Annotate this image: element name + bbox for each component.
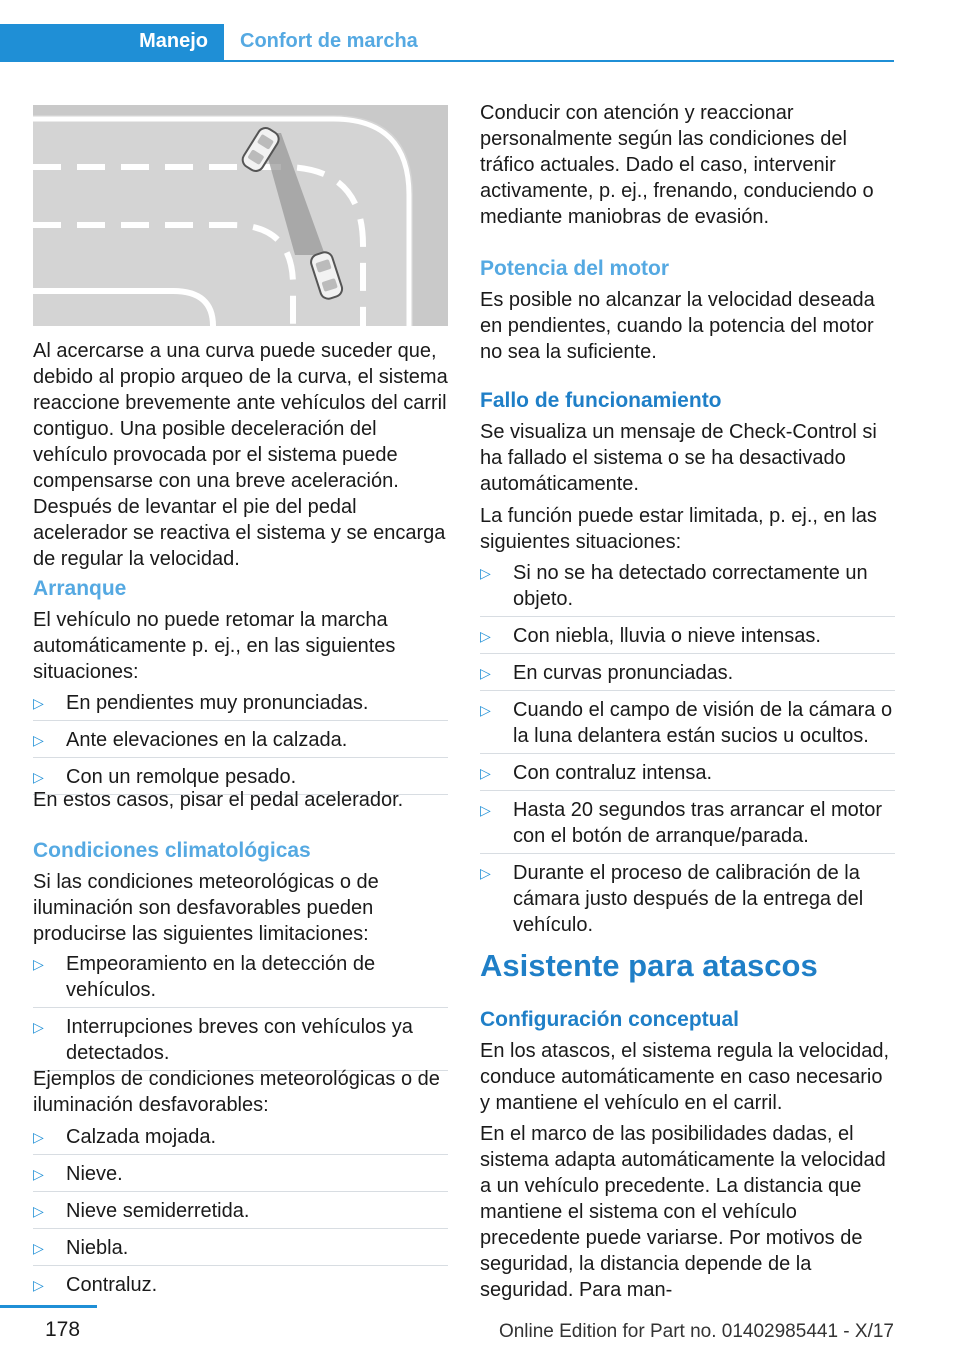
list-item: ▷ Calzada mojada. — [33, 1124, 448, 1155]
arranque-heading: Arranque — [33, 577, 127, 600]
arranque-after: En estos casos, pisar el pedal acelerador. — [33, 789, 404, 811]
arranque-paragraph: El vehículo no puede retomar la marcha automáticamente p. ej., en las siguientes situaciones: — [33, 609, 396, 683]
curve-illustration — [33, 105, 448, 326]
list-item: ▷ Hasta 20 segundos tras arrancar el motor con el botón de arranque/parada. — [480, 797, 895, 854]
config-paragraph: En los atascos, el sistema regula la velocidad, conduce automáticamente en caso necesario y mantiene el vehículo en el carril. — [480, 1040, 890, 1114]
clima-paragraph: Si las condiciones meteorológicas o de iluminación son desfavorables pueden producirse las siguientes limitaciones: — [33, 871, 379, 945]
list-item: ▷ Cuando el campo de visión de la cámara o la luna delantera están sucios u ocultos. — [480, 697, 895, 754]
list-item: ▷ En pendientes muy pronunciadas. — [33, 690, 448, 721]
list-item: ▷ Nieve semiderretida. — [33, 1198, 448, 1229]
curve-paragraph: Al acercarse a una curva puede suceder que, debido al propio arqueo de la curva, el sistema reaccione brevemente ante vehículos del carril contiguo. Una posible deceleración del vehículo provocada por el sistema puede compensarse con una breve aceleración. Después de levantar el pie del pedal acelerador se reactiva el sistema y se encarga de regular la velocidad. — [33, 340, 448, 570]
attention-paragraph: Conducir con atención y reaccionar personalmente según las condiciones del tráfico actuales. Dado el caso, intervenir activamente, p. ej., frenando, conduciendo o mediante maniobras de evasión. — [480, 102, 874, 228]
list-item: ▷ Con un remolque pesado. — [33, 764, 448, 795]
chapter-tab-label: Manejo — [139, 30, 208, 52]
list-item: ▷ Empeoramiento en la detección de vehículos. — [33, 951, 448, 1008]
list-item: ▷ Contraluz. — [33, 1272, 448, 1298]
clima-examples-list — [33, 1124, 448, 1298]
page-number: 178 — [45, 1318, 81, 1341]
header-divider — [0, 60, 894, 62]
clima-examples-paragraph: Ejemplos de condiciones meteorológicas o de iluminación desfavorables: — [33, 1068, 440, 1116]
fallo-heading: Fallo de funcionamiento — [480, 389, 722, 412]
potencia-heading: Potencia del motor — [480, 257, 670, 280]
fallo-paragraph: Se visualiza un mensaje de Check-Control si ha fallado el sistema o se ha desactivado automáticamente. — [480, 421, 877, 495]
footer-rule — [0, 1305, 97, 1308]
fallo-paragraph-2: La función puede estar limitada, p. ej., en las siguientes situaciones: — [480, 505, 877, 553]
list-item: ▷ Interrupciones breves con vehículos ya detectados. — [33, 1014, 448, 1071]
edition-note: Online Edition for Part no. 01402985441 - X/17 — [498, 1321, 894, 1342]
fallo-list — [480, 560, 895, 938]
config-heading: Configuración conceptual — [480, 1008, 740, 1031]
list-item: ▷ Niebla. — [33, 1235, 448, 1266]
list-item: ▷ En curvas pronunciadas. — [480, 660, 895, 691]
list-item: ▷ Durante el proceso de calibración de la cámara justo después de la entrega del vehículo. — [480, 860, 895, 938]
list-item: ▷ Ante elevaciones en la calzada. — [33, 727, 448, 758]
asistente-heading: Asistente para atascos — [480, 948, 818, 983]
clima-list — [33, 951, 448, 1077]
list-item: ▷ Si no se ha detectado correctamente un objeto. — [480, 560, 895, 617]
potencia-paragraph: Es posible no alcanzar la velocidad deseada en pendientes, cuando la potencia del motor no sea la suficiente. — [480, 289, 875, 363]
list-item: ▷ Con niebla, lluvia o nieve intensas. — [480, 623, 895, 654]
config-paragraph-2: En el marco de las posibilidades dadas, el sistema adapta automáticamente la velocidad a un vehículo precedente. La distancia que mantiene el sistema con el vehículo precedente puede variarse. Por motivos de seguridad, la distancia depende de la seguridad. Para man- — [480, 1123, 886, 1301]
section-tab[interactable]: Confort de marcha — [240, 30, 418, 52]
list-item: ▷ Con contraluz intensa. — [480, 760, 895, 791]
clima-heading: Condiciones climatológicas — [33, 839, 311, 862]
arranque-list — [33, 690, 448, 801]
list-item: ▷ Nieve. — [33, 1161, 448, 1192]
page-header — [0, 0, 960, 62]
chapter-tab-active[interactable] — [0, 24, 224, 60]
